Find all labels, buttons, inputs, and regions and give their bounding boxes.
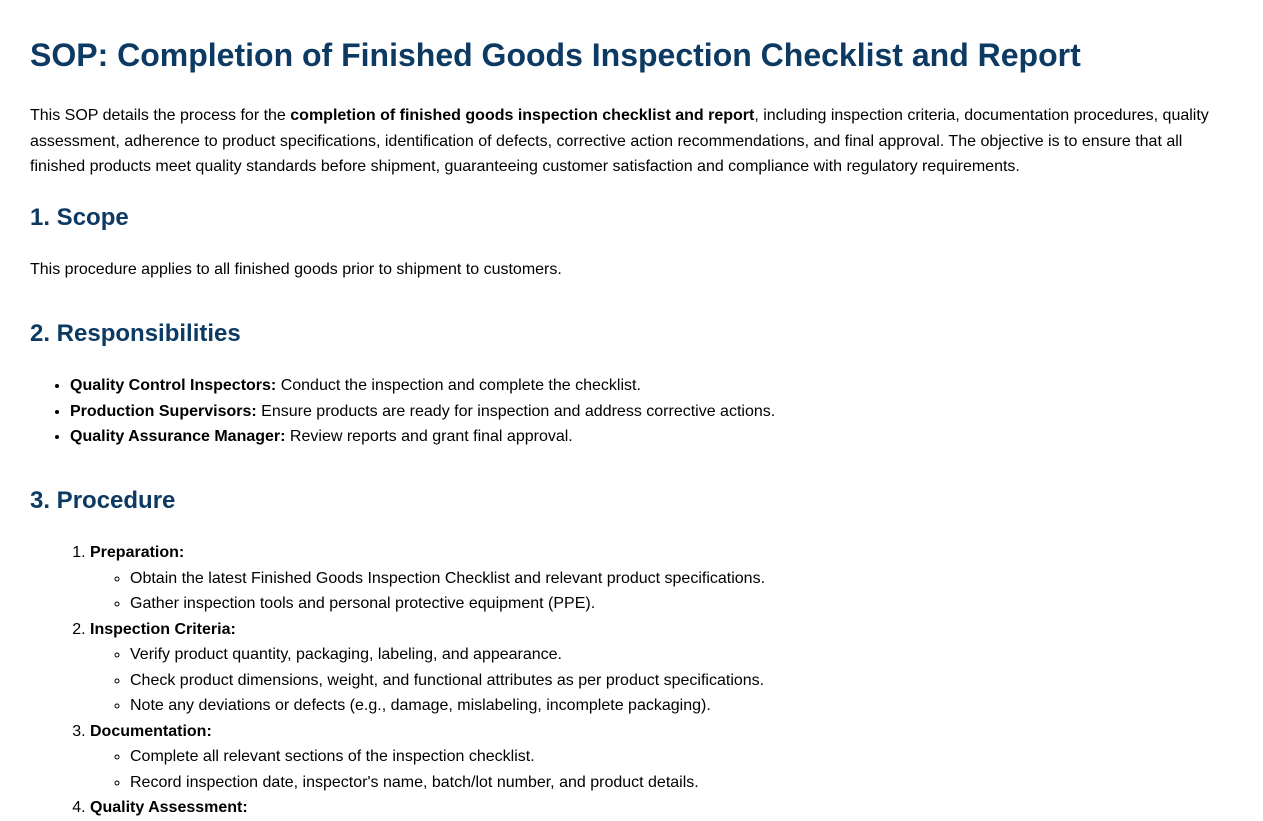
procedure-step-title: Inspection Criteria: bbox=[90, 620, 236, 638]
intro-text-bold: completion of finished goods inspection checklist and report bbox=[290, 107, 755, 124]
procedure-substeps bbox=[90, 642, 765, 719]
procedure-substeps bbox=[90, 566, 765, 617]
responsibility-role: Production Supervisors: bbox=[70, 402, 257, 420]
procedure-step-title: Preparation: bbox=[90, 544, 185, 561]
procedure-step-title: Documentation: bbox=[90, 722, 212, 740]
procedure-substep: ◦ Check product dimensions, weight, and functional attributes as per product specifications. bbox=[130, 668, 765, 694]
responsibility-item bbox=[70, 399, 775, 425]
responsibilities-heading: 2. Responsibilities bbox=[30, 320, 241, 347]
procedure-steps-list bbox=[90, 540, 765, 821]
responsibility-role: Quality Assurance Manager: bbox=[70, 428, 286, 445]
procedure-step bbox=[90, 617, 765, 719]
intro-paragraph bbox=[30, 103, 1225, 180]
page-title: SOP: Completion of Finished Goods Inspection Checklist and Report bbox=[30, 37, 1081, 73]
procedure-substep: ◦ Note any deviations or defects (e.g., damage, mislabeling, incomplete packaging). bbox=[130, 693, 765, 719]
procedure-step bbox=[90, 795, 765, 821]
responsibility-desc: Ensure products are ready for inspection and address corrective actions. bbox=[256, 402, 776, 420]
responsibility-role: Quality Control Inspectors: bbox=[70, 377, 277, 394]
responsibility-item bbox=[70, 424, 775, 450]
responsibilities-list bbox=[70, 373, 775, 450]
procedure-heading: 3. Procedure bbox=[30, 487, 176, 514]
procedure-step-title: Quality Assessment: bbox=[90, 799, 248, 816]
procedure-substep: ◦ Complete all relevant sections of the inspection checklist. bbox=[130, 744, 765, 770]
scope-heading: 1. Scope bbox=[30, 204, 129, 231]
intro-text-before: This SOP details the process for the bbox=[30, 107, 291, 124]
procedure-substep: ◦ Verify product quantity, packaging, labeling, and appearance. bbox=[130, 642, 765, 668]
intro-text-after: , including inspection criteria, documentation procedures, quality assessment, adherence to product specifications, identification of defects, corrective action recommendations, and final approval. The objective is to ensure that all finished products meet quality standards before shipment, guaranteeing customer satisfaction and compliance with regulatory requirements. bbox=[30, 107, 1209, 175]
procedure-substep: ◦ Gather inspection tools and personal protective equipment (PPE). bbox=[130, 591, 765, 617]
procedure-step bbox=[90, 540, 765, 617]
responsibility-desc: Review reports and grant final approval. bbox=[285, 428, 573, 445]
procedure-substeps bbox=[90, 744, 765, 795]
procedure-step bbox=[90, 719, 765, 796]
procedure-substep: ◦ Record inspection date, inspector's name, batch/lot number, and product details. bbox=[130, 770, 765, 796]
procedure-substep: ◦ Obtain the latest Finished Goods Inspection Checklist and relevant product specifications. bbox=[130, 566, 765, 592]
responsibility-desc: Conduct the inspection and complete the checklist. bbox=[276, 377, 641, 394]
responsibility-item bbox=[70, 373, 775, 399]
scope-text: This procedure applies to all finished goods prior to shipment to customers. bbox=[30, 261, 562, 278]
